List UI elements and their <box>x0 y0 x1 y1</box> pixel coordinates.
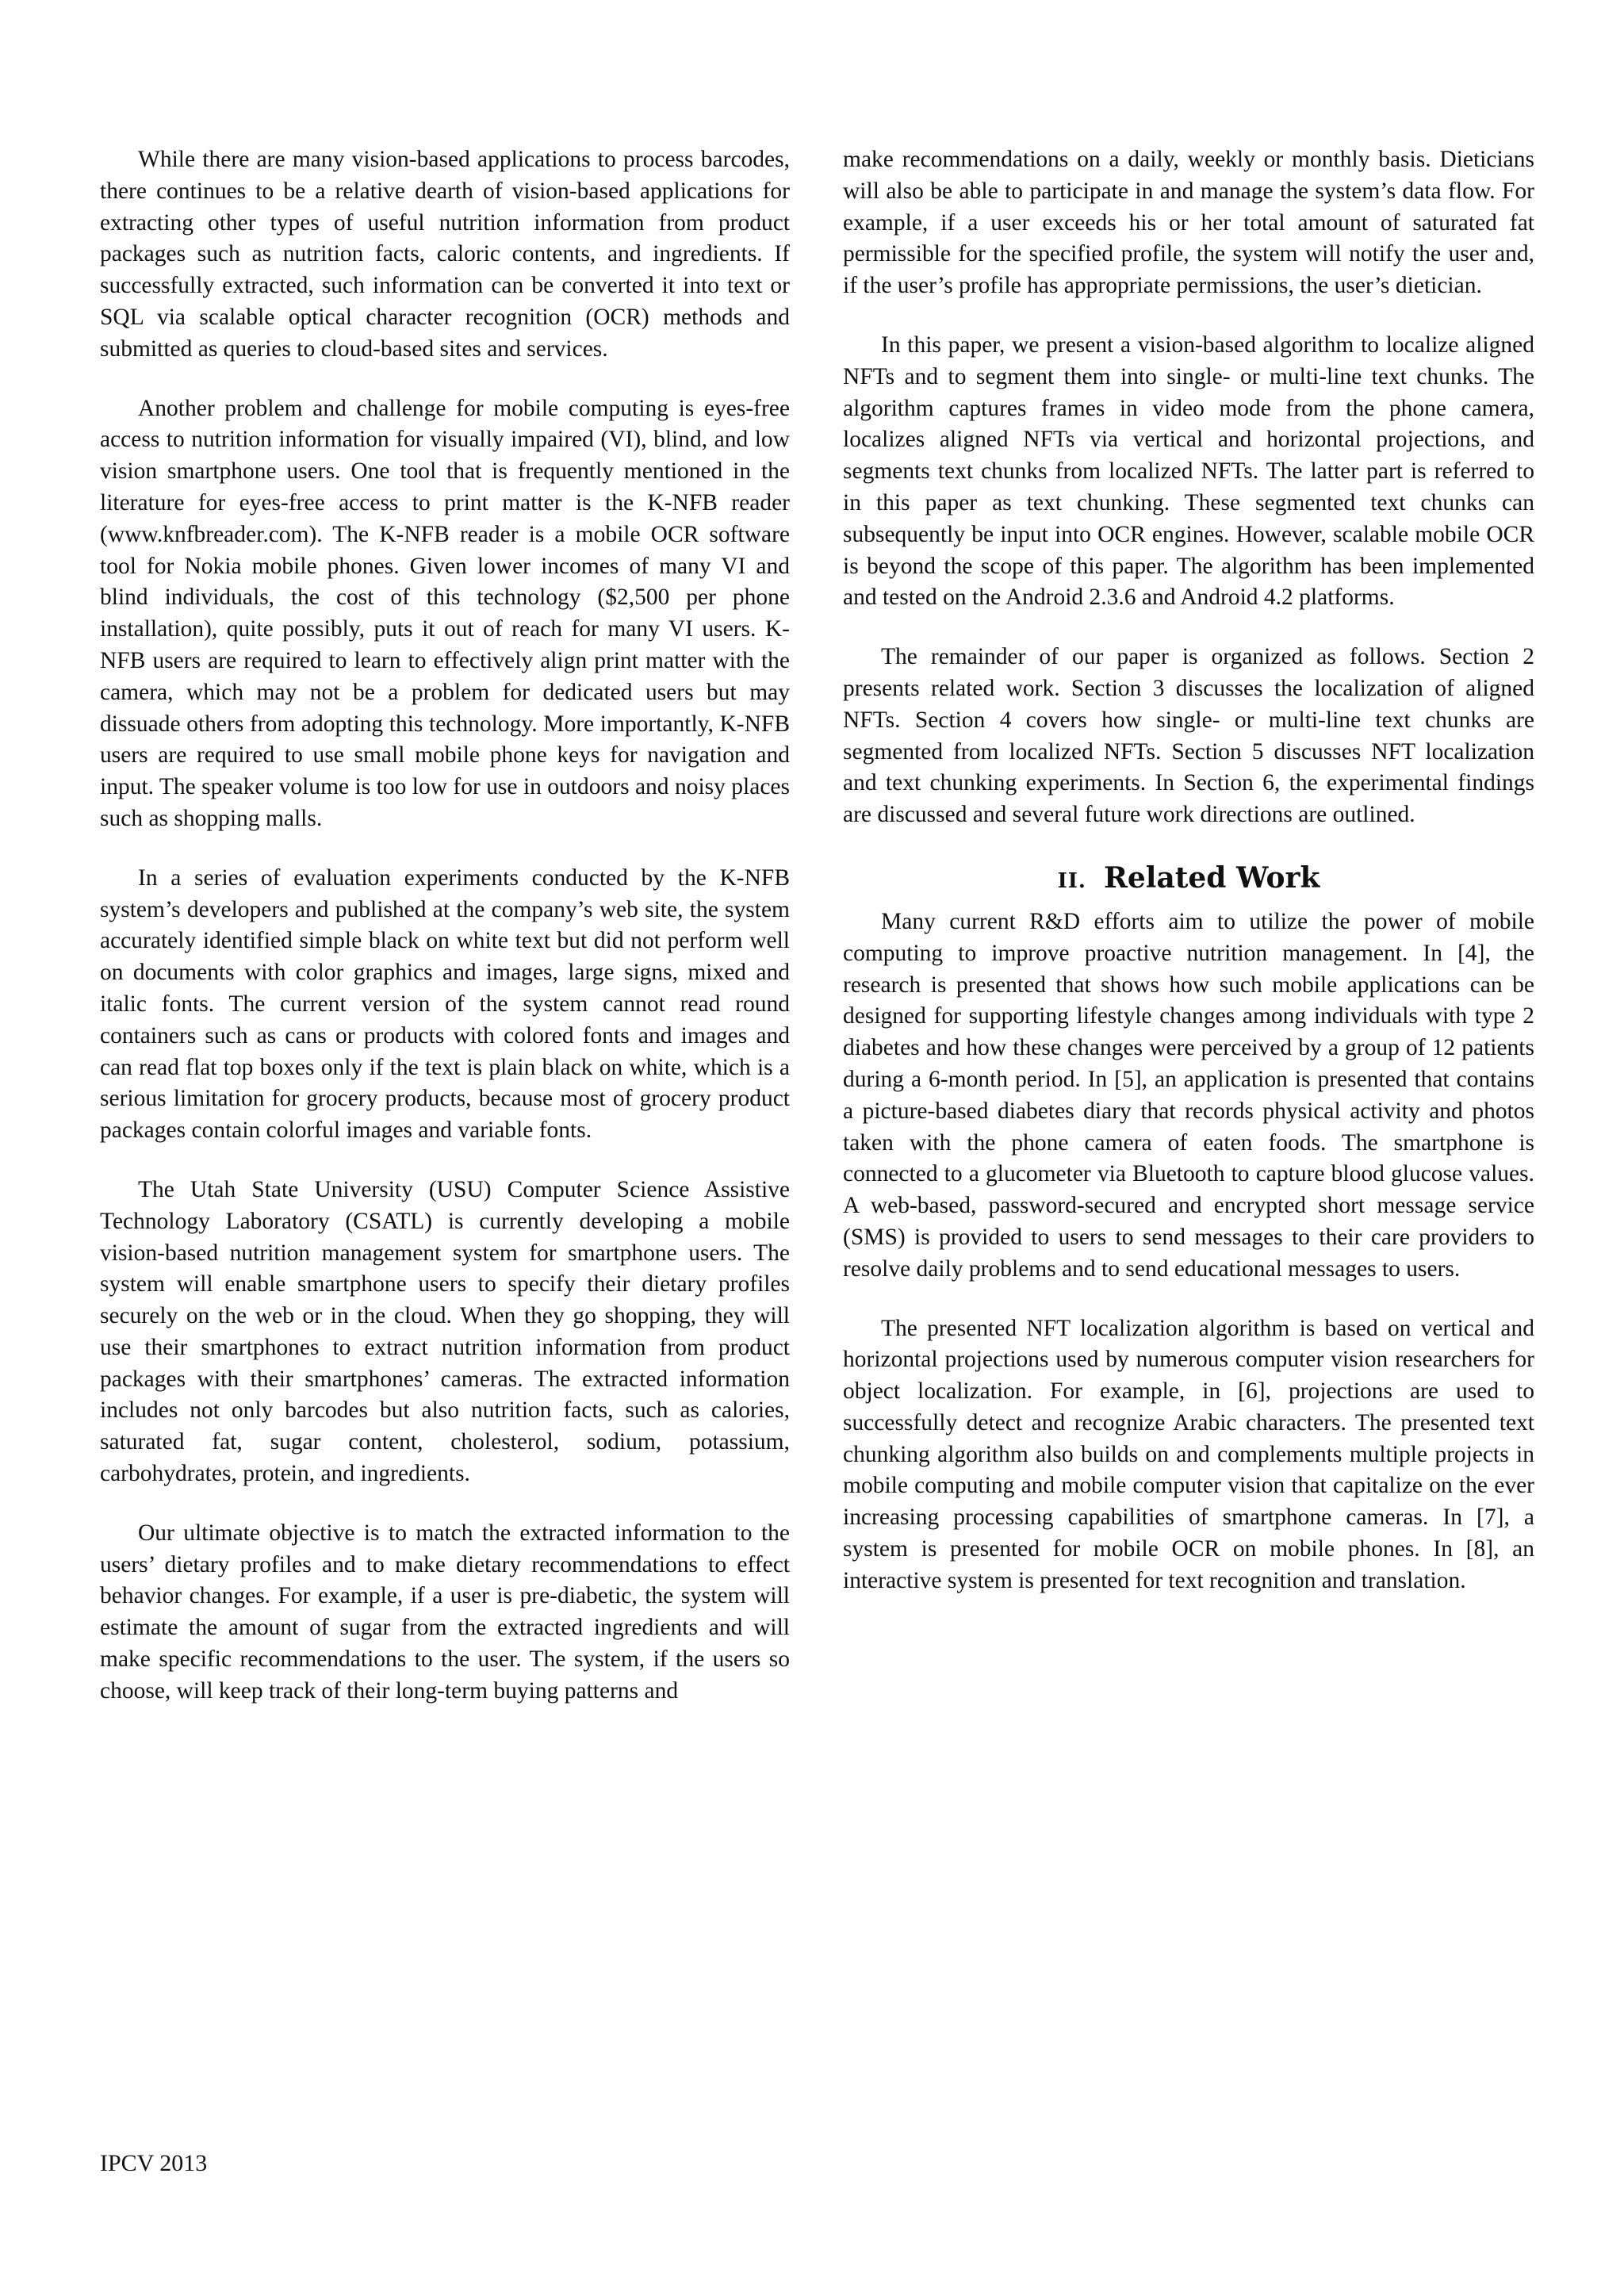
section-number: II. <box>1057 868 1086 893</box>
paragraph-eyes-free-access: Another problem and challenge for mobile computing is eyes-free access to nutrition information for visually impaired (VI), blind, and low vision smartphone users. One tool that is frequently mentioned in the literature for eyes-free access to print matter is the K-NFB reader (www.knfbreader.com). The K-NFB reader is a mobile OCR software tool for Nokia mobile phones. Given lower incomes of many VI and blind individuals, the cost of this technology ($2,500 per phone installation), quite possibly, puts it out of reach for many VI users. K-NFB users are required to learn to effectively align print matter with the camera, which may not be a problem for dedicated users but may dissuade others from adopting this technology. More importantly, K-NFB users are required to use small mobile phone keys for navigation and input. The speaker volume is too low for use in outdoors and noisy places such as shopping malls. <box>100 395 790 831</box>
paragraph-ultimate-objective: Our ultimate objective is to match the extracted information to the users’ dietary profiles and to make dietary recommendations to effect behavior changes. For example, if a user is pre-diabetic, the system will estimate the amount of sugar from the extracted ingredients and will make specific recommendations to the user. The system, if the users so choose, will keep track of their long-term buying patterns and <box>100 1520 790 1704</box>
paragraph-related-efforts: Many current R&D efforts aim to utilize the power of mobile computing to improve proactive nutrition management. In [4], the research is presented that shows how such mobile applications can be designed for supporting lifestyle changes among individuals with type 2 diabetes and how these changes were perceived by a group of 12 patients during a 6-month period. In [5], an application is presented that contains a picture-based diabetes diary that records physical activity and photos taken with the phone camera of eaten foods. The smartphone is connected to a glucometer via Bluetooth to capture blood glucose values. A web-based, password-secured and encrypted short message service (SMS) is provided to users to send messages to their care providers to resolve daily problems and to send educational messages to users. <box>843 908 1534 1282</box>
paragraph-this-paper: In this paper, we present a vision-based algorithm to localize aligned NFTs and to segment them into single- or multi-line text chunks. The algorithm captures frames in video mode from the phone camera, localizes aligned NFTs via vertical and horizontal projections, and segments text chunks from localized NFTs. The latter part is referred to in this paper as text chunking. These segmented text chunks can subsequently be input into OCR engines. However, scalable mobile OCR is beyond the scope of this paper. The algorithm has been implemented and tested on the Android 2.3.6 and Android 4.2 platforms. <box>843 332 1534 611</box>
page-footer: IPCV 2013 <box>100 2150 208 2176</box>
right-column <box>843 144 1534 1625</box>
section-heading-related-work <box>843 859 1534 900</box>
left-column <box>100 144 790 1735</box>
paragraph-barcodes: While there are many vision-based applications to process barcodes, there continues to be a relative dearth of vision-based applications for extracting other types of useful nutrition information from product packages such as nutrition facts, caloric contents, and ingredients. If successfully extracted, such information can be converted it into text or SQL via scalable optical character recognition (OCR) methods and submitted as queries to cloud-based sites and services. <box>100 147 790 362</box>
paragraph-projections: The presented NFT localization algorithm is based on vertical and horizontal projections used by numerous computer vision researchers for object localization. For example, in [6], projections are used to successfully detect and recognize Arabic characters. The presented text chunking algorithm also builds on and complements multiple projects in mobile computing and mobile computer vision that capitalize on the ever increasing processing capabilities of smartphone cameras. In [7], a system is presented for mobile OCR on mobile phones. In [8], an interactive system is presented for text recognition and translation. <box>843 1315 1534 1593</box>
paragraph-continuation: make recommendations on a daily, weekly or monthly basis. Dieticians will also be able to participate in and manage the system’s data flow. For example, if a user exceeds his or her total amount of saturated fat permissible for the specified profile, the system will notify the user and, if the user’s profile has appropriate permissions, the user’s dietician. <box>843 147 1534 299</box>
paragraph-knfb-evaluation: In a series of evaluation experiments conducted by the K-NFB system’s developers and published at the company’s web site, the system accurately identified simple black on white text but did not perform well on documents with color graphics and images, large signs, mixed and italic fonts. The current version of the system cannot read round containers such as cans or products with colored fonts and images and can read flat top boxes only if the text is plain black on white, which is a serious limitation for grocery products, because most of grocery product packages contain colorful images and variable fonts. <box>100 864 790 1144</box>
paragraph-usu-csatl: The Utah State University (USU) Computer Science Assistive Technology Laboratory (CSATL) is currently developing a mobile vision-based nutrition management system for smartphone users. The system will enable smartphone users to specify their dietary profiles securely on the web or in the cloud. When they go shopping, they will use their smartphones to extract nutrition information from product packages with their smartphones’ cameras. The extracted information includes not only barcodes but also nutrition facts, such as calories, saturated fat, sugar content, cholesterol, sodium, potassium, carbohydrates, protein, and ingredients. <box>100 1176 790 1487</box>
section-title: Related Work <box>1103 861 1320 895</box>
paragraph-paper-organization: The remainder of our paper is organized as follows. Section 2 presents related work. Section 3 discusses the localization of aligned NFTs. Section 4 covers how single- or multi-line text chunks are segmented from localized NFTs. Section 5 discusses NFT localization and text chunking experiments. In Section 6, the experimental findings are discussed and several future work directions are outlined. <box>843 644 1534 828</box>
